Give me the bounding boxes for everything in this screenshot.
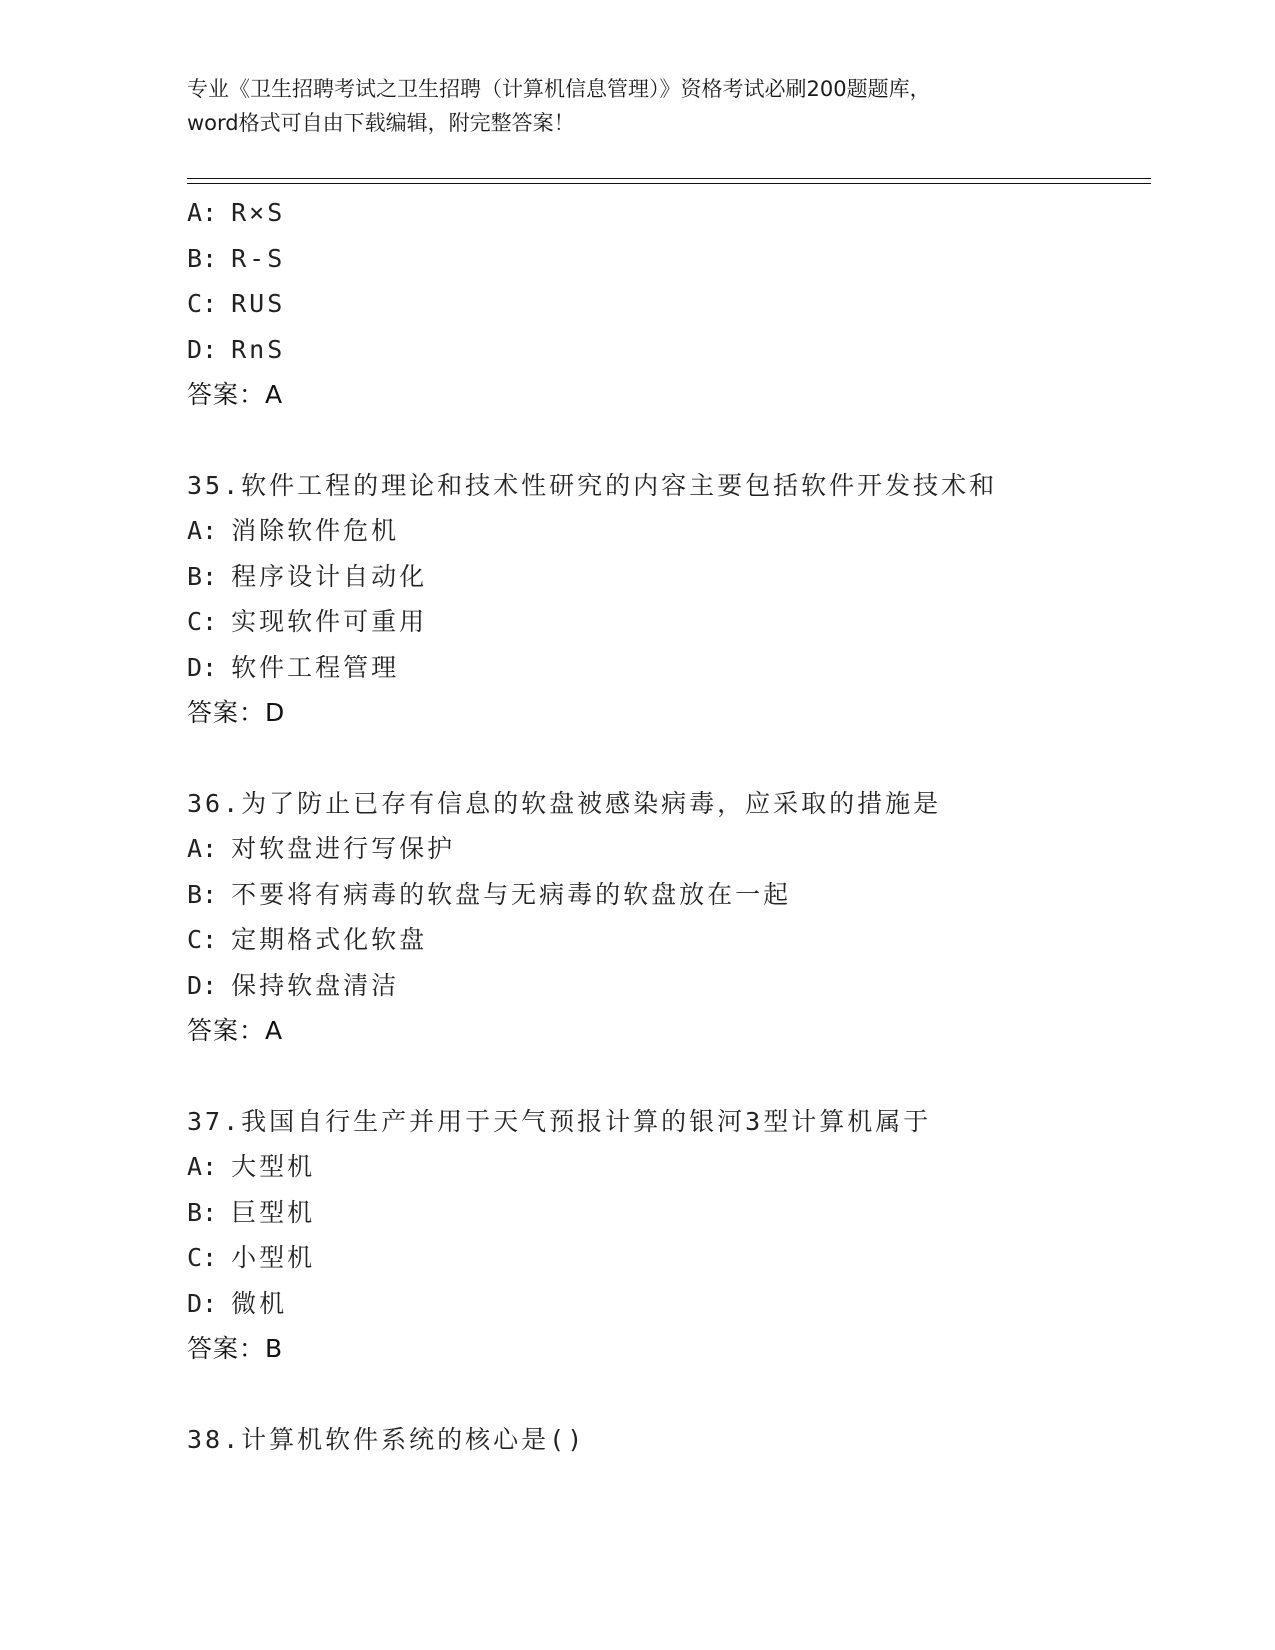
option-text: R×S [231,198,286,227]
question-stem: 38.计算机软件系统的核心是() [187,1424,586,1454]
spacer [187,1054,1147,1099]
header-line-1: 专业《卫生招聘考试之卫生招聘（计算机信息管理）》资格考试必刷200题题库， [187,77,931,101]
option-text: 保持软盘清洁 [231,970,400,1000]
option-text: 不要将有病毒的软盘与无病毒的软盘放在一起 [231,879,792,909]
spacer [187,1372,1147,1417]
option-text: 微机 [231,1288,288,1318]
option-prefix: C: [187,289,218,318]
option-a [187,508,1147,554]
answer-value: D [265,698,286,727]
answer-label: 答案： [187,698,266,727]
option-text: 对软盘进行写保护 [231,834,456,863]
option-text: 软件工程管理 [231,652,400,682]
option-prefix: A: [187,1152,218,1181]
option-prefix: A: [187,516,218,545]
option-text: RUS [231,289,286,318]
option-a [187,190,1147,236]
option-text: 定期格式化软盘 [231,925,428,954]
question-stem: 37.我国自行生产并用于天气预报计算的银河3型计算机属于 [187,1106,932,1136]
option-prefix: B: [187,1197,218,1227]
option-prefix: B: [187,879,218,909]
option-prefix: D: [187,970,218,1000]
answer-line [187,1008,1147,1054]
option-c [187,1235,1147,1281]
option-b [187,554,1147,600]
option-text: 消除软件危机 [231,516,400,545]
header-line-2: word格式可自由下载编辑，附完整答案！ [187,111,575,135]
answer-line [187,690,1147,736]
option-prefix: A: [187,198,218,227]
answer-line [187,372,1147,418]
answer-value: A [265,1016,284,1045]
header-divider-bottom [187,183,1151,184]
answer-value: B [265,1334,284,1363]
answer-label: 答案： [187,380,266,409]
option-c [187,917,1147,963]
option-text: 巨型机 [231,1197,316,1227]
header-divider-top [187,178,1151,179]
question-stem: 35.软件工程的理论和技术性研究的内容主要包括软件开发技术和 [187,470,998,500]
option-c [187,281,1147,327]
question-list [187,190,1147,1462]
option-text: 大型机 [231,1152,316,1181]
spacer [187,736,1147,781]
option-prefix: D: [187,652,218,682]
option-b [187,872,1147,918]
answer-value: A [265,380,284,409]
option-d [187,1281,1147,1327]
option-prefix: D: [187,1288,218,1318]
option-prefix: B: [187,243,218,273]
option-prefix: A: [187,834,218,863]
option-text: 实现软件可重用 [231,607,428,636]
option-d [187,327,1147,373]
answer-line [187,1326,1147,1372]
document-header [187,72,1087,140]
option-prefix: C: [187,607,218,636]
option-text: 小型机 [231,1243,316,1272]
option-b [187,1190,1147,1236]
option-text: RnS [231,334,286,364]
question-stem: 36.为了防止已存有信息的软盘被感染病毒，应采取的措施是 [187,788,942,818]
option-b [187,236,1147,282]
answer-label: 答案： [187,1334,266,1363]
option-d [187,645,1147,691]
option-text: R-S [231,243,286,273]
option-prefix: B: [187,561,218,591]
option-d [187,963,1147,1009]
option-a [187,1144,1147,1190]
option-prefix: D: [187,334,218,364]
option-a [187,826,1147,872]
option-text: 程序设计自动化 [231,561,428,591]
spacer [187,418,1147,463]
option-c [187,599,1147,645]
option-prefix: C: [187,925,218,954]
option-prefix: C: [187,1243,218,1272]
answer-label: 答案： [187,1016,266,1045]
